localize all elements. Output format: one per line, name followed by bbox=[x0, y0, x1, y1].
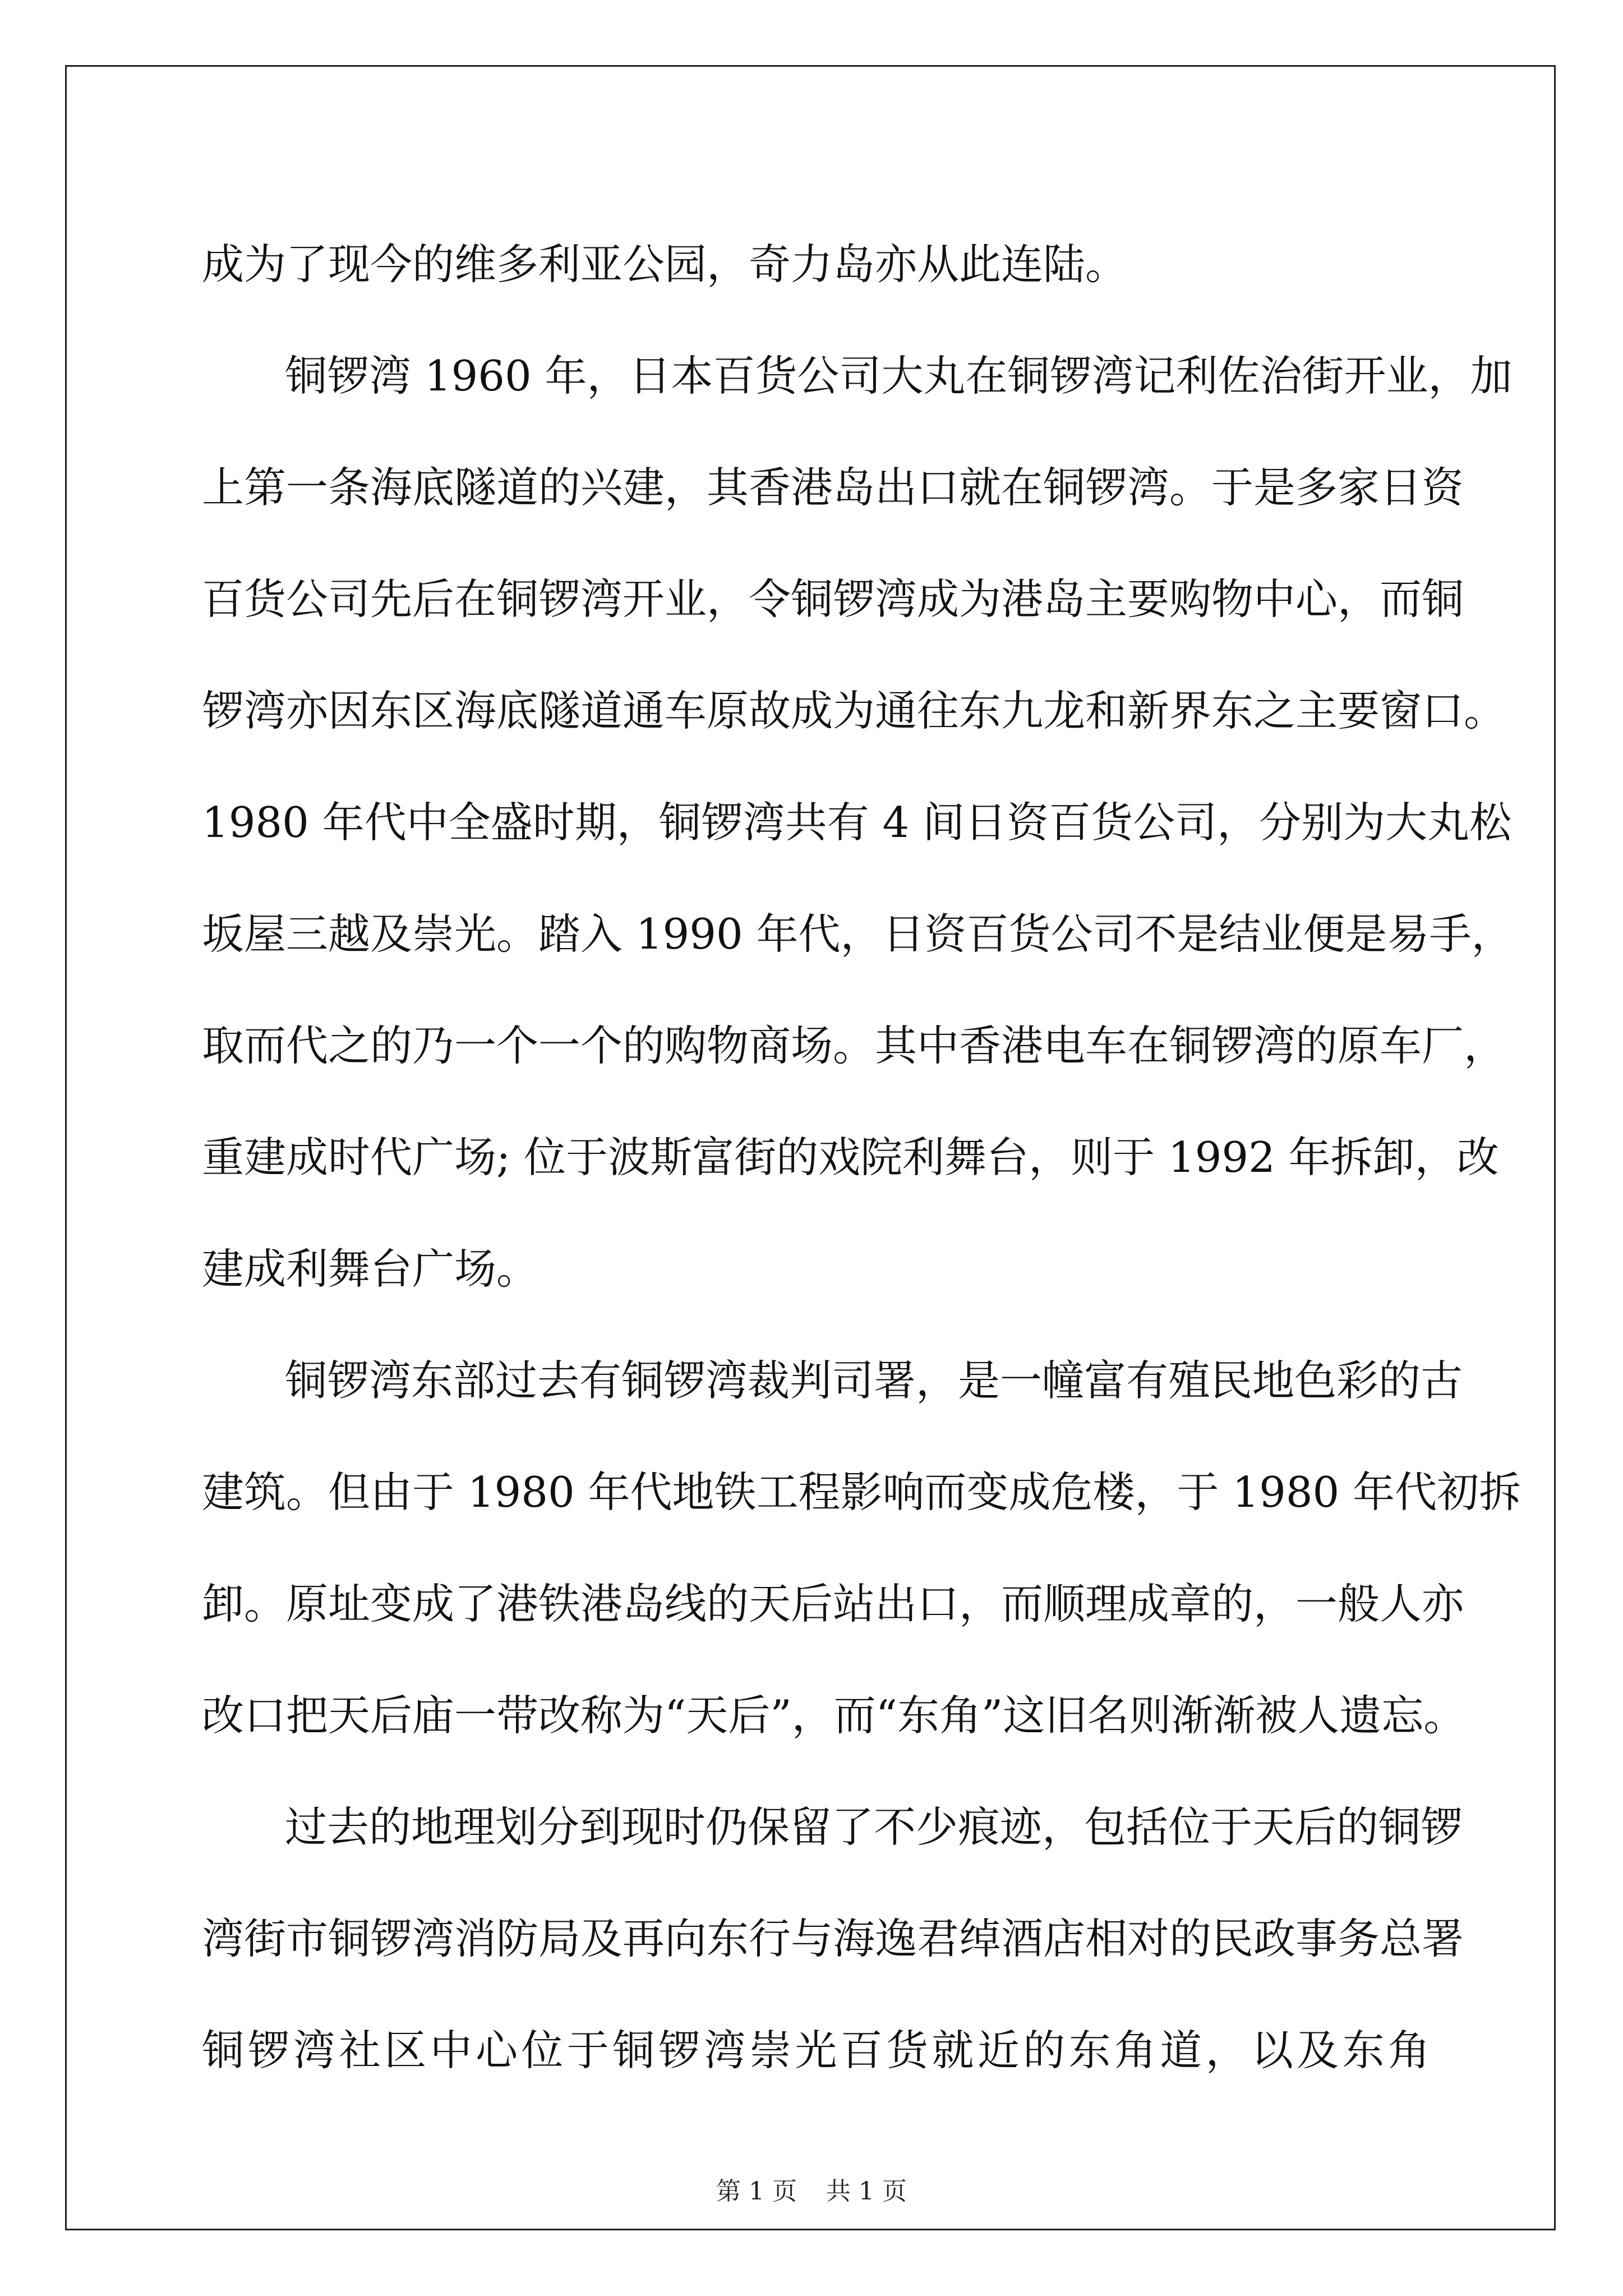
text-line: 建筑。但由于 1980 年代地铁工程影响而变成危楼，于 1980 年代初拆 bbox=[202, 1467, 1521, 1517]
text-line: 取而代之的乃一个一个的购物商场。其中香港电车在铜锣湾的原车厂， bbox=[202, 1021, 1506, 1070]
text-line: 铜锣湾东部过去有铜锣湾裁判司署，是一幢富有殖民地色彩的古 bbox=[285, 1356, 1463, 1405]
text-line: 铜锣湾 1960 年，日本百货公司大丸在铜锣湾记利佐治街开业，加 bbox=[285, 351, 1513, 401]
text-line: 过去的地理划分到现时仍保留了不少痕迹，包括位于天后的铜锣 bbox=[285, 1802, 1463, 1852]
text-line: 坂屋三越及崇光。踏入 1990 年代，日资百货公司不是结业便是易手， bbox=[202, 909, 1514, 959]
text-line: 卸。原址变成了港铁港岛线的天后站出口，而顺理成章的，一般人亦 bbox=[202, 1579, 1464, 1628]
page-number: 第 1 页 bbox=[716, 2177, 797, 2206]
text-line: 湾街市铜锣湾消防局及再向东行与海逸君绰酒店相对的民政事务总署 bbox=[202, 1914, 1464, 1963]
text-line: 重建成时代广场; 位于波斯富街的戏院利舞台，则于 1992 年拆卸，改 bbox=[202, 1133, 1499, 1182]
total-pages: 共 1 页 bbox=[826, 2177, 907, 2206]
text-line: 百货公司先后在铜锣湾开业，令铜锣湾成为港岛主要购物中心，而铜 bbox=[202, 574, 1464, 624]
text-line: 改口把天后庙一带改称为“天后”，而“东角”这旧名则渐渐被人遗忘。 bbox=[202, 1691, 1466, 1740]
text-line: 上第一条海底隧道的兴建，其香港岛出口就在铜锣湾。于是多家日资 bbox=[202, 463, 1464, 512]
text-line: 建成利舞台广场。 bbox=[202, 1244, 539, 1294]
page-footer bbox=[0, 2171, 1623, 2207]
document-body bbox=[202, 209, 1521, 2106]
text-line: 锣湾亦因东区海底隧道通车原故成为通往东九龙和新界东之主要窗口。 bbox=[202, 686, 1506, 735]
text-line: 成为了现今的维多利亚公园，奇力岛亦从此连陆。 bbox=[202, 240, 1128, 289]
text-line: 铜锣湾社区中心位于铜锣湾崇光百货就近的东角道，以及东角 bbox=[202, 2026, 1430, 2075]
text-line: 1980 年代中全盛时期，铜锣湾共有 4 间日资百货公司，分别为大丸松 bbox=[202, 798, 1512, 847]
